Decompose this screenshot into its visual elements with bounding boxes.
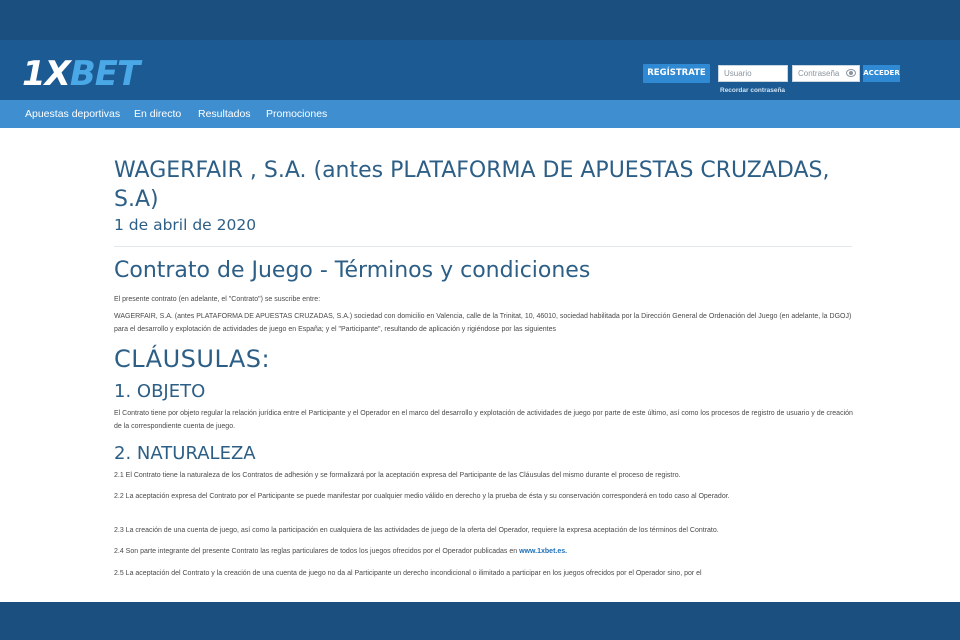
- login-button[interactable]: ACCEDER: [863, 65, 900, 82]
- paragraph-2-5: 2.5 La aceptación del Contrato y la creación de una cuenta de juego no da al Participante un derecho incondicional o ilimitado a participar en los juegos ofrecidos por el Operador sino, por el: [114, 570, 702, 577]
- parties-paragraph: WAGERFAIR, S.A. (antes PLATAFORMA DE APUESTAS CRUZADAS, S.A.) sociedad con domicilio en Valencia, calle de la Trinitat, 10, 46010, sociedad habilitada por la Dirección General de Ordenación del Juego (en adelante, la DGOJ) para el desarrollo y explotación de actividades de juego en España; y el "Participante", resultando de aplicación y rigiéndose por las siguientes: [114, 313, 852, 333]
- nav-item-results[interactable]: Resultados: [198, 108, 251, 120]
- paragraph-2-3: 2.3 La creación de una cuenta de juego, así como la participación en cualquiera de las actividades de juego de la oferta del Operador, requiere la expresa aceptación de los términos del Contrato.: [114, 527, 719, 534]
- section-1-heading: 1. OBJETO: [114, 381, 206, 402]
- terms-content: [0, 128, 960, 602]
- site-header: [0, 40, 960, 100]
- nav-item-sports-betting[interactable]: Apuestas deportivas: [25, 108, 121, 120]
- nav-item-promotions[interactable]: Promociones: [266, 108, 328, 120]
- eye-icon[interactable]: [846, 69, 856, 77]
- paragraph-2-2: 2.2 La aceptación expresa del Contrato por el Participante se puede manifestar por cualquier medio válido en derecho y la prueba de ésta y su conservación corresponderá en todo caso al Operador.: [114, 493, 730, 500]
- recover-password-link[interactable]: Recordar contraseña: [720, 87, 786, 94]
- register-button[interactable]: REGÍSTRATE: [643, 64, 710, 83]
- username-input[interactable]: Usuario: [718, 65, 788, 82]
- company-heading: WAGERFAIR , S.A. (antes PLATAFORMA DE APUESTAS CRUZADAS, S.A): [114, 158, 830, 212]
- clauses-heading: CLÁUSULAS:: [114, 345, 271, 373]
- site-link[interactable]: www.1xbet.es.: [519, 548, 568, 555]
- paragraph-2-4-text: 2.4 Son parte integrante del presente Contrato las reglas particulares de todos los juegos ofrecidos por el Operador publicadas en: [114, 548, 518, 555]
- paragraph-2-1: 2.1 El Contrato tiene la naturaleza de los Contratos de adhesión y se formalizará por la aceptación expresa del Participante de las Cláusulas del mismo durante el proceso de registro.: [114, 472, 681, 479]
- paragraph-2-4: [114, 546, 856, 559]
- section-1-text: El Contrato tiene por objeto regular la relación jurídica entre el Participante y el Operador en el marco del desarrollo y explotación de actividades de juego por parte de este último, así como los procesos de registro de usuario y de creación de la correspondiente cuenta de juego.: [114, 410, 853, 430]
- nav-item-live[interactable]: En directo: [134, 108, 182, 120]
- password-input[interactable]: [792, 65, 860, 82]
- divider: [114, 246, 852, 247]
- frame-bottom: [0, 602, 960, 640]
- frame-top: [0, 0, 960, 40]
- section-2-heading: 2. NATURALEZA: [114, 443, 256, 464]
- intro-paragraph: El presente contrato (en adelante, el "Contrato") se suscribe entre:: [114, 296, 321, 303]
- main-nav: [0, 100, 960, 128]
- document-date: 1 de abril de 2020: [114, 216, 257, 234]
- password-placeholder: Contraseña: [798, 69, 840, 78]
- contract-title: Contrato de Juego - Términos y condiciones: [114, 258, 591, 283]
- site-logo[interactable]: 1XBET: [22, 54, 140, 94]
